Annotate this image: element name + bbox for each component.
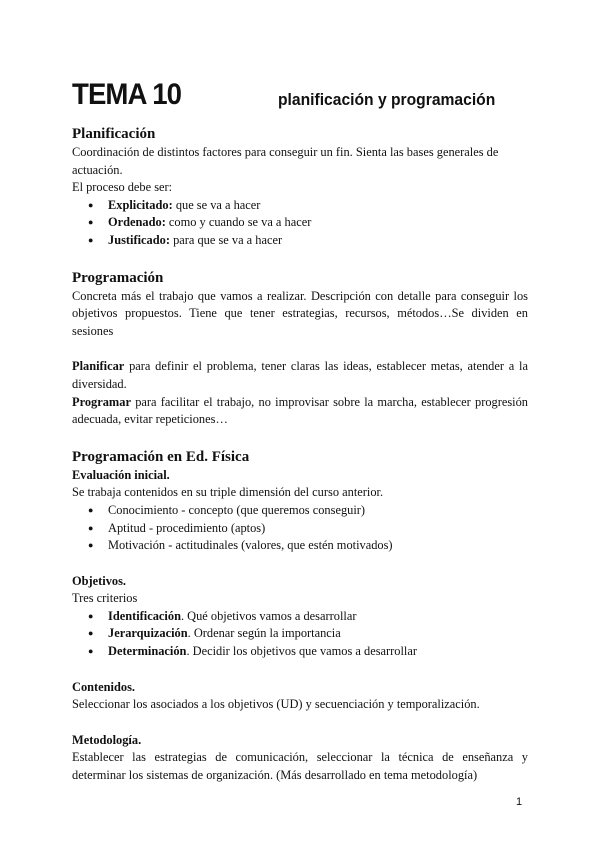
list-item: ● Motivación - actitudinales (valores, que estén motivados): [72, 537, 528, 555]
spacer: [72, 661, 528, 679]
paragraph: [72, 394, 528, 429]
section-heading: Programación: [72, 269, 164, 286]
list-item-term: Justificado:: [108, 232, 170, 247]
list-item: [72, 643, 528, 661]
inline-term: Programar: [72, 394, 131, 409]
document-body: [72, 124, 528, 785]
document-title: TEMA 10: [72, 78, 182, 111]
section-planificacion: [72, 124, 528, 250]
list-item: [72, 197, 528, 215]
subsection-heading: Objetivos.: [72, 573, 127, 588]
inline-term: Planificar: [72, 359, 125, 374]
paragraph: Seleccionar los asociados a los objetivos (UD) y secuenciación y temporalización.: [72, 697, 480, 712]
list-item: [72, 232, 528, 250]
inline-text: para facilitar el trabajo, no improvisar sobre la marcha, establecer progresión adecuada, evitar repeticiones…: [72, 394, 528, 427]
paragraph: El proceso debe ser:: [72, 180, 173, 195]
page-number: 1: [516, 796, 523, 808]
list-item-term: Identificación: [108, 608, 181, 623]
list-item-text: . Qué objetivos vamos a desarrollar: [180, 608, 357, 623]
document-subtitle: planificación y programación: [278, 90, 496, 109]
spacer: [72, 714, 528, 732]
section-heading: Planificación: [72, 126, 156, 142]
spacer: [72, 555, 528, 573]
list-item: [72, 214, 528, 232]
paragraph: Tres criterios: [72, 591, 138, 606]
list-item: [72, 608, 528, 626]
list-item-term: Jerarquización: [108, 626, 188, 641]
subsection-heading: Evaluación inicial.: [72, 467, 170, 482]
paragraph: [72, 358, 528, 393]
list-item: ● Conocimiento - concepto (que queremos conseguir): [72, 502, 528, 520]
paragraph: Se trabaja contenidos en su triple dimensión del curso anterior.: [72, 485, 384, 500]
list-item-term: Ordenado:: [108, 215, 166, 230]
list-item-term: Explicitado:: [108, 197, 173, 212]
bullet-list: [72, 608, 528, 661]
section-heading: Programación en Ed. Física: [72, 448, 250, 465]
subsection-heading: Contenidos.: [72, 679, 135, 694]
subsection-heading: Metodología.: [72, 732, 142, 747]
list-item-term: Determinación: [108, 644, 187, 659]
section-programacion: [72, 268, 528, 429]
spacer: [72, 429, 528, 447]
list-item-text: . Ordenar según la importancia: [187, 626, 341, 641]
title-row: [72, 78, 532, 118]
list-item-text: . Decidir los objetivos que vamos a desarrollar: [186, 644, 417, 659]
list-item-text: como y cuando se va a hacer: [165, 215, 312, 230]
bullet-list: [72, 197, 528, 250]
list-item-text: que se va a hacer: [172, 197, 261, 212]
paragraph: Concreta más el trabajo que vamos a realizar. Descripción con detalle para conseguir los objetivos propuestos. Tiene que tener estrategias, recursos, métodos…Se dividen en sesiones: [72, 288, 528, 338]
paragraph: Establecer las estrategias de comunicación, seleccionar la técnica de enseñanza y determinar los sistemas de organización. (Más desarrollado en tema metodología): [72, 750, 528, 783]
spacer: [72, 340, 528, 358]
section-ed-fisica: [72, 447, 528, 785]
spacer: [72, 250, 528, 268]
inline-text: para definir el problema, tener claras las ideas, establecer metas, atender a la diversidad.: [72, 359, 528, 391]
list-item-text: para que se va a hacer: [169, 232, 283, 247]
list-item: [72, 625, 528, 643]
list-item: ● Aptitud - procedimiento (aptos): [72, 520, 528, 538]
paragraph: Coordinación de distintos factores para conseguir un fin. Sienta las bases generales de actuación.: [72, 145, 499, 177]
bullet-list: [72, 502, 528, 555]
